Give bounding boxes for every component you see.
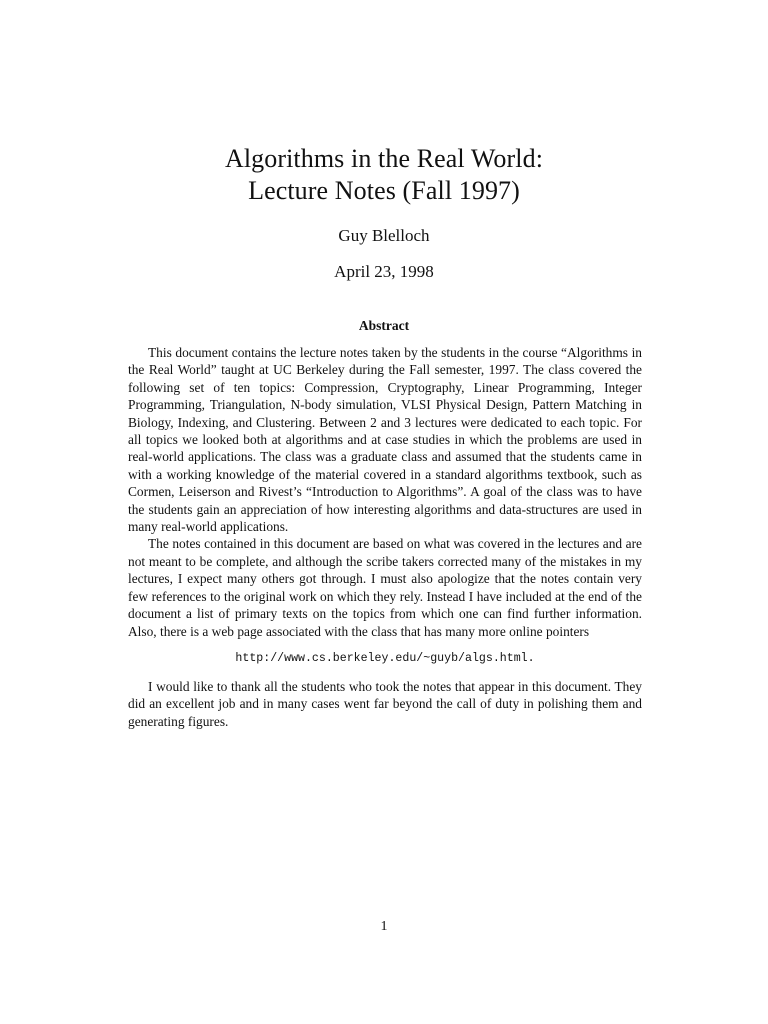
course-url: http://www.cs.berkeley.edu/~guyb/algs.html. (235, 651, 535, 665)
abstract-paragraph-3: I would like to thank all the students who took the notes that appear in this document. They did an excellent job and in many cases went far beyond the call of duty in polishing them and generating figures. (128, 678, 642, 729)
page-number: 1 (380, 919, 388, 934)
document-date: April 23, 1998 (334, 262, 434, 281)
abstract-heading: Abstract (358, 318, 410, 333)
abstract-paragraph-1: This document contains the lecture notes taken by the students in the course “Algorithms in the Real World” taught at UC Berkeley during the Fall semester, 1997. The class covered the following set of ten topics: Compression, Cryptography, Linear Programming, Integer Programming, Triangulation, N-body simulation, VLSI Physical Design, Pattern Matching in Biology, Indexing, and Clustering. Between 2 and 3 lectures were dedicated to each topic. For all topics we looked both at algorithms and at case studies in which the problems are used in real-world applications. The class was a graduate class and assumed that the students came in with a working knowledge of the material covered in a standard algorithms textbook, such as Cormen, Leiserson and Rivest’s “Introduction to Algorithms”. A goal of the class was to have the students gain an appreciation of how interesting algorithms and data-structures are used in many real-world applications. (128, 345, 642, 535)
document-title (0, 143, 768, 207)
title-line-1: Algorithms in the Real World: (224, 144, 544, 173)
title-line-2: Lecture Notes (Fall 1997) (248, 176, 520, 205)
abstract-paragraph-2: The notes contained in this document are based on what was covered in the lectures and are not meant to be complete, and although the scribe takers corrected many of the mistakes in my lectures, I expect many others got through. I must also apologize that the notes contain very few references to the original work on which they rely. Instead I have included at the end of the document a list of primary texts on the topics from which one can find further information. Also, there is a web page associated with the class that has many more online pointers (128, 536, 642, 639)
abstract-body (128, 344, 642, 730)
author-name: Guy Blelloch (338, 226, 430, 245)
